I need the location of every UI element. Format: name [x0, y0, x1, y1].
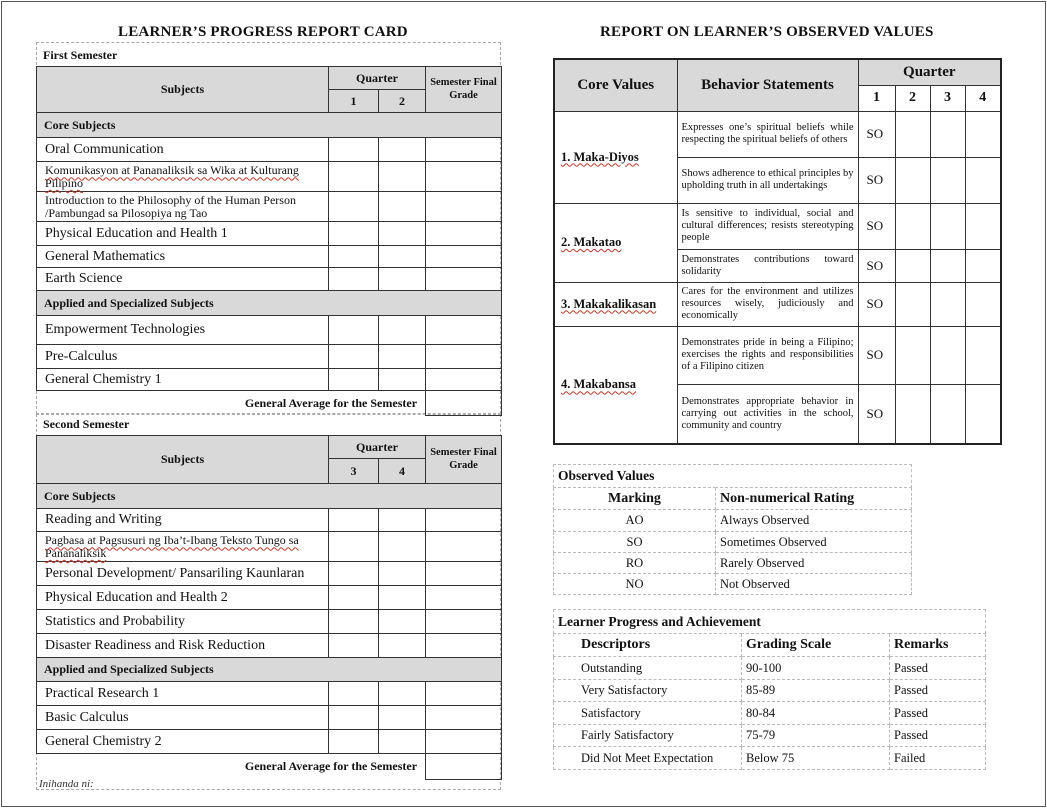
marking-code: RO — [554, 553, 716, 574]
remark: Passed — [890, 725, 986, 747]
grade-cell[interactable] — [329, 706, 379, 730]
grade-cell[interactable] — [379, 532, 426, 562]
learner-progress-legend — [553, 609, 986, 770]
grade-cell[interactable] — [329, 586, 379, 610]
rating-description: Rarely Observed — [716, 553, 912, 574]
quarter-number: 1 — [858, 85, 895, 111]
grade-cell[interactable] — [379, 634, 426, 658]
grade-cell[interactable] — [329, 316, 379, 345]
observed-values-table — [553, 58, 1002, 445]
grade-cell[interactable] — [379, 509, 426, 532]
subject-name: Pagbasa at Pagsusuri ng Iba’t-Ibang Teksto Tungo sa Pananaliksik — [37, 532, 329, 562]
subject-name: Empowerment Technologies — [37, 316, 329, 345]
remark: Passed — [890, 657, 986, 680]
subject-name: General Mathematics — [37, 246, 329, 268]
general-average-label: General Average for the Semester — [244, 759, 418, 774]
grade-cell[interactable] — [379, 316, 426, 345]
grade-cell[interactable] — [329, 222, 379, 246]
subject-name: Physical Education and Health 2 — [37, 586, 329, 610]
grade-cell[interactable] — [379, 138, 426, 162]
behavior-statements-header: Behavior Statements — [677, 59, 858, 111]
behavior-statement: Cares for the environment and utilizes resources wisely, judiciously and economically — [677, 282, 858, 326]
final-grade-cell[interactable] — [426, 532, 502, 562]
core-value-name: 2. Makatao — [561, 235, 622, 249]
grade-cell[interactable] — [329, 369, 379, 391]
grade-cell[interactable] — [379, 706, 426, 730]
grade-cell[interactable] — [379, 246, 426, 268]
final-grade-cell[interactable] — [426, 706, 502, 730]
subject-name: Komunikasyon at Pananaliksik sa Wika at Kulturang Pilipino — [37, 162, 329, 192]
rating-cell[interactable] — [930, 326, 965, 384]
rating-description: Not Observed — [716, 574, 912, 595]
grade-cell[interactable] — [329, 682, 379, 706]
rating-cell[interactable]: SO — [858, 326, 895, 384]
grade-cell[interactable] — [379, 345, 426, 369]
grade-cell[interactable] — [329, 192, 379, 222]
grade-cell[interactable] — [329, 610, 379, 634]
grade-cell[interactable] — [329, 634, 379, 658]
final-grade-cell[interactable] — [426, 246, 502, 268]
final-grade-cell[interactable] — [426, 268, 502, 291]
grading-scale: Below 75 — [742, 747, 890, 770]
descriptor: Fairly Satisfactory — [554, 725, 742, 747]
observed-values-title: REPORT ON LEARNER’S OBSERVED VALUES — [600, 24, 934, 40]
quarter-number: 1 — [329, 90, 379, 113]
final-grade-cell[interactable] — [426, 162, 502, 192]
rating-header: Non-numerical Rating — [716, 488, 912, 510]
rating-cell[interactable]: SO — [858, 249, 895, 282]
final-grade-cell[interactable] — [426, 222, 502, 246]
final-grade-cell[interactable] — [426, 562, 502, 586]
behavior-statement: Demonstrates contributions toward solidarity — [677, 249, 858, 282]
grade-cell[interactable] — [329, 162, 379, 192]
final-grade-cell[interactable] — [426, 682, 502, 706]
rating-cell[interactable] — [930, 384, 965, 444]
subject-name: Basic Calculus — [37, 706, 329, 730]
prepared-by-label: Inihanda ni: — [39, 778, 94, 790]
rating-cell[interactable] — [930, 282, 965, 326]
subjects-header: Subjects — [37, 436, 329, 484]
behavior-statement: Demonstrates appropriate behavior in carrying out activities in the school, community and country — [677, 384, 858, 444]
subject-group-title: Core Subjects — [37, 484, 502, 509]
behavior-statement: Is sensitive to individual, social and cultural differences; resists stereotyping people — [677, 203, 858, 249]
final-grade-header: Semester Final Grade — [426, 436, 502, 484]
observed-values-legend — [553, 464, 912, 595]
subject-name: Personal Development/ Pansariling Kaunlaran — [37, 562, 329, 586]
core-value-name: 1. Maka-Diyos — [561, 149, 639, 164]
subject-name: Disaster Readiness and Risk Reduction — [37, 634, 329, 658]
general-average-cell[interactable] — [426, 391, 502, 416]
final-grade-cell[interactable] — [426, 345, 502, 369]
quarter-number: 2 — [379, 90, 426, 113]
final-grade-cell[interactable] — [426, 509, 502, 532]
subject-name: Reading and Writing — [37, 509, 329, 532]
grade-cell[interactable] — [379, 192, 426, 222]
rating-cell[interactable]: SO — [858, 111, 895, 157]
marking-code: NO — [554, 574, 716, 595]
rating-cell[interactable] — [965, 203, 1001, 249]
descriptor: Outstanding — [554, 657, 742, 680]
rating-cell[interactable] — [895, 157, 930, 203]
second-semester-grades-table — [36, 435, 502, 780]
rating-cell[interactable]: SO — [858, 384, 895, 444]
grade-cell[interactable] — [329, 246, 379, 268]
rating-cell[interactable] — [965, 282, 1001, 326]
remark: Passed — [890, 702, 986, 725]
quarter-header: Quarter — [329, 67, 426, 90]
final-grade-cell[interactable] — [426, 634, 502, 658]
subject-name: General Chemistry 2 — [37, 730, 329, 754]
grade-cell[interactable] — [329, 509, 379, 532]
marking-code: AO — [554, 510, 716, 532]
rating-cell[interactable] — [895, 111, 930, 157]
grading-scale: 80-84 — [742, 702, 890, 725]
subject-name: Statistics and Probability — [37, 610, 329, 634]
remarks-header: Remarks — [890, 634, 986, 657]
rating-cell[interactable] — [965, 326, 1001, 384]
subject-group-title: Applied and Specialized Subjects — [37, 291, 502, 316]
descriptor: Satisfactory — [554, 702, 742, 725]
behavior-statement: Expresses one’s spiritual beliefs while respecting the spiritual beliefs of others — [677, 111, 858, 157]
subject-name: Oral Communication — [37, 138, 329, 162]
final-grade-cell[interactable] — [426, 586, 502, 610]
descriptor: Did Not Meet Expectation — [554, 747, 742, 770]
subject-name: Introduction to the Philosophy of the Human Person /Pambungad sa Pilosopiya ng Tao — [37, 192, 329, 222]
rating-cell[interactable] — [895, 282, 930, 326]
marking-code: SO — [554, 532, 716, 553]
descriptor: Very Satisfactory — [554, 680, 742, 702]
general-average-label: General Average for the Semester — [244, 395, 418, 410]
rating-cell[interactable] — [930, 157, 965, 203]
subjects-header: Subjects — [37, 67, 329, 113]
grade-cell[interactable] — [379, 682, 426, 706]
general-average-cell[interactable] — [426, 754, 502, 780]
first-semester-grades-table — [36, 66, 502, 416]
final-grade-cell[interactable] — [426, 369, 502, 391]
grade-cell[interactable] — [329, 562, 379, 586]
subject-group-title: Core Subjects — [37, 113, 502, 138]
descriptors-header: Descriptors — [554, 634, 742, 657]
quarter-number: 2 — [895, 85, 930, 111]
final-grade-cell[interactable] — [426, 138, 502, 162]
rating-cell[interactable] — [895, 384, 930, 444]
quarter-number: 4 — [965, 85, 1001, 111]
second-semester-label: Second Semester — [43, 417, 130, 431]
behavior-statement: Demonstrates pride in being a Filipino; exercises the rights and responsibilities of a Filipino citizen — [677, 326, 858, 384]
final-grade-cell[interactable] — [426, 316, 502, 345]
grade-cell[interactable] — [379, 610, 426, 634]
rating-cell[interactable] — [930, 111, 965, 157]
grade-cell[interactable] — [379, 268, 426, 291]
rating-cell[interactable] — [895, 249, 930, 282]
quarter-header: Quarter — [329, 436, 426, 459]
subject-name: Practical Research 1 — [37, 682, 329, 706]
grade-cell[interactable] — [379, 586, 426, 610]
subject-name: Pre-Calculus — [37, 345, 329, 369]
rating-description: Sometimes Observed — [716, 532, 912, 553]
learner-progress-legend-title: Learner Progress and Achievement — [554, 610, 986, 634]
final-grade-cell[interactable] — [426, 730, 502, 754]
quarter-header: Quarter — [858, 59, 1001, 85]
observed-values-legend-title: Observed Values — [554, 465, 912, 488]
grade-cell[interactable] — [379, 222, 426, 246]
remark: Passed — [890, 680, 986, 702]
rating-cell[interactable] — [965, 384, 1001, 444]
rating-cell[interactable] — [965, 111, 1001, 157]
grade-cell[interactable] — [329, 138, 379, 162]
grade-cell[interactable] — [329, 532, 379, 562]
grade-cell[interactable] — [379, 369, 426, 391]
grade-cell[interactable] — [379, 162, 426, 192]
core-value-name: 3. Makakalikasan — [561, 296, 657, 311]
rating-description: Always Observed — [716, 510, 912, 532]
final-grade-header: Semester Final Grade — [426, 67, 502, 113]
grade-cell[interactable] — [329, 268, 379, 291]
grade-cell[interactable] — [379, 730, 426, 754]
quarter-number: 3 — [329, 459, 379, 484]
rating-cell[interactable] — [965, 157, 1001, 203]
grading-scale: 90-100 — [742, 657, 890, 680]
rating-cell[interactable] — [895, 326, 930, 384]
rating-cell[interactable] — [965, 249, 1001, 282]
core-value-name: 4. Makabansa — [561, 377, 637, 392]
grading-scale: 75-79 — [742, 725, 890, 747]
grade-cell[interactable] — [379, 562, 426, 586]
rating-cell[interactable]: SO — [858, 157, 895, 203]
subject-name: Earth Science — [37, 268, 329, 291]
behavior-statement: Shows adherence to ethical principles by upholding truth in all undertakings — [677, 157, 858, 203]
grading-scale: 85-89 — [742, 680, 890, 702]
first-semester-label: First Semester — [43, 48, 118, 62]
progress-report-title: LEARNER’S PROGRESS REPORT CARD — [118, 24, 408, 40]
marking-header: Marking — [554, 488, 716, 510]
quarter-number: 4 — [379, 459, 426, 484]
subject-name: Physical Education and Health 1 — [37, 222, 329, 246]
subject-group-title: Applied and Specialized Subjects — [37, 658, 502, 682]
subject-name: General Chemistry 1 — [37, 369, 329, 391]
quarter-number: 3 — [930, 85, 965, 111]
rating-cell[interactable] — [930, 249, 965, 282]
grade-cell[interactable] — [329, 730, 379, 754]
final-grade-cell[interactable] — [426, 610, 502, 634]
rating-cell[interactable] — [930, 203, 965, 249]
core-values-header: Core Values — [554, 59, 677, 111]
grade-cell[interactable] — [329, 345, 379, 369]
final-grade-cell[interactable] — [426, 192, 502, 222]
rating-cell[interactable]: SO — [858, 203, 895, 249]
rating-cell[interactable] — [895, 203, 930, 249]
rating-cell[interactable]: SO — [858, 282, 895, 326]
remark: Failed — [890, 747, 986, 770]
grading-scale-header: Grading Scale — [742, 634, 890, 657]
